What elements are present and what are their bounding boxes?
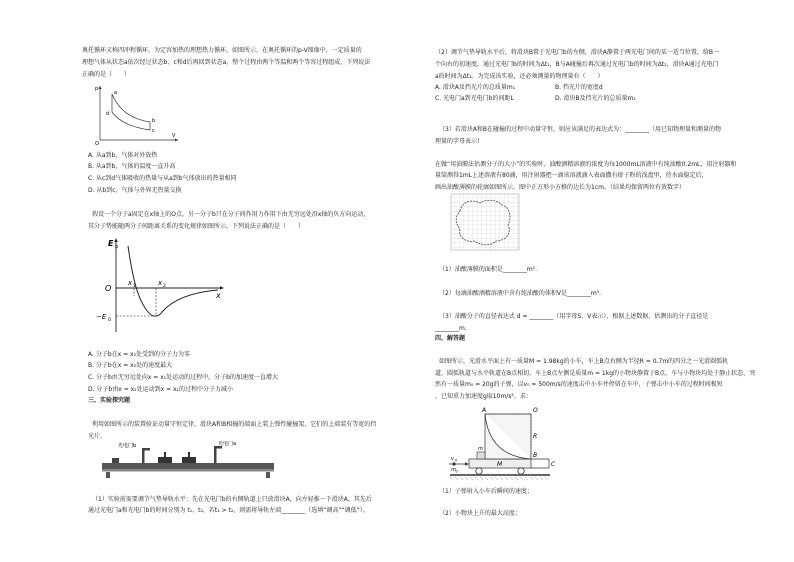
cart-label-v0: v <box>451 456 454 462</box>
q-exp-line1: 利用如图所示的装置验证动量守恒定律，滑块A和B相撞的端面上装上弹性碰撞架，它们的上端装有等宽的挡 <box>92 421 377 428</box>
ep-e0-label: −E <box>96 313 107 321</box>
cart-label-m0: m <box>451 467 456 473</box>
q-ep-opt-d: D. 分子b由x = x₂处运动到x = x₁的过程中分子力减小 <box>88 386 233 393</box>
q-cycle-line3: 正确的是（ ） <box>82 71 131 78</box>
q-oil-sub3-line2: ________m. <box>435 325 467 332</box>
q-exp-sub1-line1: （1）实验前需要调节气垫导轨水平：先在光电门b的右侧轨道上只放滑块A，向左轻推一下滑块A，其先后 <box>92 496 372 503</box>
ep-p-sub: p <box>115 244 119 250</box>
photogate-a-label: 光电门a <box>218 441 237 447</box>
sub3-line1: （3）若滑块A和B在碰撞的过程中动量守恒，则应该满足的表达式为：________（用已知物理量和测量的物 <box>439 126 722 133</box>
q-oil-line1: 在做“用油膜法估测分子的大小”的实验时，油酸酒精溶液的浓度为每1000mL溶液中有纯油酸0.2mL，用注射器和 <box>435 161 737 168</box>
section-4-heading: 四、解答题 <box>435 335 466 342</box>
ep-graph <box>90 236 230 334</box>
ep-e-label: E <box>108 239 114 248</box>
q-ep-opt-a: A. 分子b在x = x₂处受到的分子力为零 <box>88 351 190 358</box>
ep-x2-sub: 2 <box>163 284 166 289</box>
right-column <box>397 0 794 562</box>
sub2-opt-c: C. 光电门a到光电门b的间距L <box>435 95 514 102</box>
photogate-b <box>142 448 150 463</box>
sub2-line2: 个向右的初速度，通过光电门b的时间为Δt₁，B与A碰撞后再次通过光电门b的时间为Δt₂，滑块A通过光电门 <box>435 61 719 68</box>
q-calc-line4: ，已知重力加速度g取10m/s²，求： <box>435 393 532 400</box>
cart-label-m0-sub: 0 <box>455 469 458 474</box>
sub2-opt-d: D. 滑块B及挡光片的总质量m₂ <box>555 95 636 102</box>
pv-o-label: O <box>95 141 99 146</box>
q-calc-line2: 道，圆弧轨道与水平轨道在B点相切，车上B点左侧是质量m = 1kg的小物块静置于B点，车与小物块均处于静止状态，突 <box>435 370 756 377</box>
q-exp-sub1-line2: 通过光电门a和光电门b的时间分别为 t₁、t₂，若t₁ > t₂，则需将导轨左端________（选填“调高”“调低”）。 <box>88 507 369 514</box>
ep-x2-label: x <box>158 279 163 287</box>
sub2-line3: a的时间为Δt₃。为完成该实验，还必须测量的物理量有（ ） <box>435 73 604 80</box>
air-track-apparatus <box>100 441 276 479</box>
q-ep-opt-c: C. 分子b由无穷远处向x = x₁处运动的过程中，分子b的加速度一直增大 <box>88 374 278 381</box>
ep-x1-sub: 1 <box>133 284 136 289</box>
q-calc-sub2: （2）小物块上升的最大高度； <box>439 510 521 517</box>
slider-b <box>158 452 172 463</box>
cart-label-o: O <box>533 407 538 414</box>
q-exp-line2: 光片。 <box>88 433 107 440</box>
ep-o-label: O <box>105 284 112 293</box>
cart-label-mass-m: M <box>497 461 503 468</box>
q-calc-sub1: （1）子弹射入小车后瞬间的速度； <box>439 488 533 495</box>
pv-diagram <box>92 82 182 146</box>
q-oil-sub2: （2）每滴油酸酒精溶液中含有纯油酸的体积V是________m³. <box>439 290 602 297</box>
cart-diagram <box>449 404 559 480</box>
pv-d-label: d <box>106 111 110 117</box>
q-ep-line1: 假设一个分子a固定在x轴上的O点，另一分子b只在分子间作用力作用下由无穷远处沿x轴的负方向运动， <box>92 211 370 218</box>
q-ep-line2: 其分子势能随两分子间距离关系的变化规律如图所示，下列说法正确的是（ ） <box>88 223 305 230</box>
photogate-b-label: 光电门b <box>118 443 137 449</box>
sub3-line2: 理量的字母表示） <box>435 138 484 145</box>
pv-p-label: p <box>95 86 99 92</box>
pv-b-label: b <box>152 118 156 124</box>
q-calc-line1: 如图所示，光滑水平面上有一质量M = 1.98kg的小车，车上B点右侧为半径R = 0.7m的四分之一光滑圆弧轨 <box>439 358 729 365</box>
q-oil-sub3-line1: （3）油酸分子的直径表达式 d = ________（用字母S、V表示），根据上述数据，估测出的分子直径是 <box>439 313 709 320</box>
cart-label-a: A <box>482 407 487 414</box>
cart-label-b: B <box>533 452 538 459</box>
q-calc-line3: 然有一质量m₀ = 20g的子弹，以v₀ = 500m/s的速度击中小车并停留在车中，子弹击中小车的过程时间极短 <box>435 381 723 388</box>
cart-label-block-m: m <box>478 446 483 452</box>
oil-film-grid <box>450 193 520 251</box>
q-cycle-opt-c: C. 从c到d气体吸收的热量与从a到b气体放出的热量相同 <box>88 175 237 182</box>
q-ep-opt-b: B. 分子b在x = x₂处的速度最大 <box>88 362 173 369</box>
photogate-a <box>214 446 222 463</box>
pv-c-label: c <box>152 128 155 134</box>
q-cycle-opt-b: B. 从a到b，气体的温度一直升高 <box>88 163 176 170</box>
ep-x-label: x <box>216 291 221 300</box>
cart-label-c: C <box>551 461 556 468</box>
cart-label-r: R <box>533 433 538 440</box>
sub2-line1: （2）调节气垫导轨水平后，将滑块B置于光电门b的左侧，滑块A静置于两光电门间的某一适当位置，给B一 <box>435 49 719 56</box>
section-3-heading: 三、实验探究题 <box>88 397 131 404</box>
cart-label-v0-sub: 0 <box>455 458 458 463</box>
q-cycle-line2: 理想气体从状态a依次经过状态b、c和d后再回到状态a，整个过程由两个等温和两个等容过程组成，下列说法 <box>82 59 371 66</box>
ep-e0-sub: 0 <box>108 318 111 323</box>
slider-a <box>182 452 196 463</box>
ep-x1-label: x <box>128 279 133 287</box>
q-cycle-opt-a: A. 从a到b，气体对外放热 <box>88 152 158 159</box>
q-cycle-line1: 奥托循环又称四冲程循环，为定容加热的理想热力循环，如图所示，在奥托循环的p-V图像中，一定质量的 <box>82 47 362 54</box>
q-oil-line3: 画出油酸薄膜的轮廓如图所示，图中正方形小方格的边长为1cm。（结果均保留两位有效数字） <box>435 184 685 191</box>
pv-a-label: a <box>114 90 118 96</box>
q-cycle-opt-d: D. 从b到c，气体与外界无热量交换 <box>88 187 182 194</box>
q-oil-sub1: （1）油酸薄膜的面积是________m². <box>439 266 537 273</box>
pv-v-label: V <box>172 133 176 139</box>
sub2-opt-a: A. 滑块A及挡光片的总质量m₁ <box>435 84 516 91</box>
q-oil-line2: 量筒测得1mL上述溶液有80滴，用注射器把一滴该溶液滴入表面撒有痱子粉的浅盘里，待水面稳定后， <box>435 172 708 179</box>
sub2-opt-b: B. 挡光片的宽度d <box>555 84 603 91</box>
